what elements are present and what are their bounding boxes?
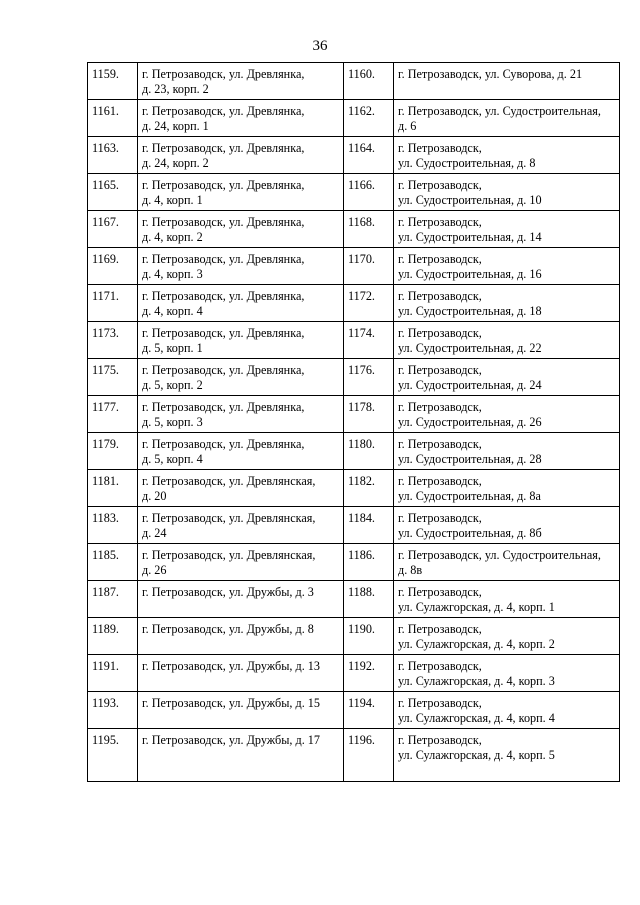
address-right: г. Петрозаводск, ул. Судостроительная, д. 6 — [394, 100, 620, 137]
entry-number-right: 1178. — [344, 396, 394, 433]
entry-number-left: 1175. — [88, 359, 138, 396]
entry-number-right: 1190. — [344, 618, 394, 655]
address-left: г. Петрозаводск, ул. Дружбы, д. 17 — [138, 729, 344, 782]
table-row — [88, 248, 620, 285]
entry-number-left: 1161. — [88, 100, 138, 137]
address-left: г. Петрозаводск, ул. Древлянка, д. 4, корп. 2 — [138, 211, 344, 248]
table-row — [88, 433, 620, 470]
entry-number-right: 1186. — [344, 544, 394, 581]
entry-number-left: 1177. — [88, 396, 138, 433]
address-right: г. Петрозаводск, ул. Суворова, д. 21 — [394, 63, 620, 100]
address-left: г. Петрозаводск, ул. Древлянка, д. 5, корп. 2 — [138, 359, 344, 396]
address-left: г. Петрозаводск, ул. Древлянка, д. 4, корп. 1 — [138, 174, 344, 211]
table-row — [88, 359, 620, 396]
table-row — [88, 470, 620, 507]
page-number: 36 — [312, 38, 328, 54]
entry-number-left: 1179. — [88, 433, 138, 470]
entry-number-left: 1193. — [88, 692, 138, 729]
table-row — [88, 137, 620, 174]
entry-number-left: 1171. — [88, 285, 138, 322]
address-right: г. Петрозаводск, ул. Судостроительная, д. 22 — [394, 322, 620, 359]
entry-number-right: 1188. — [344, 581, 394, 618]
entry-number-left: 1159. — [88, 63, 138, 100]
address-right: г. Петрозаводск, ул. Судостроительная, д. 14 — [394, 211, 620, 248]
entry-number-left: 1169. — [88, 248, 138, 285]
table-row — [88, 322, 620, 359]
entry-number-left: 1183. — [88, 507, 138, 544]
table-row — [88, 63, 620, 100]
entry-number-right: 1176. — [344, 359, 394, 396]
address-table — [87, 62, 620, 782]
address-left: г. Петрозаводск, ул. Дружбы, д. 3 — [138, 581, 344, 618]
table-row — [88, 544, 620, 581]
entry-number-left: 1163. — [88, 137, 138, 174]
address-right: г. Петрозаводск, ул. Сулажгорская, д. 4, корп. 2 — [394, 618, 620, 655]
address-left: г. Петрозаводск, ул. Древлянская, д. 20 — [138, 470, 344, 507]
table-row — [88, 729, 620, 782]
address-right: г. Петрозаводск, ул. Судостроительная, д. 8б — [394, 507, 620, 544]
address-left: г. Петрозаводск, ул. Древлянская, д. 26 — [138, 544, 344, 581]
entry-number-left: 1181. — [88, 470, 138, 507]
address-table-body — [88, 63, 620, 782]
address-right: г. Петрозаводск, ул. Сулажгорская, д. 4, корп. 4 — [394, 692, 620, 729]
address-right: г. Петрозаводск, ул. Судостроительная, д. 10 — [394, 174, 620, 211]
address-right: г. Петрозаводск, ул. Сулажгорская, д. 4, корп. 1 — [394, 581, 620, 618]
table-row — [88, 211, 620, 248]
address-right: г. Петрозаводск, ул. Судостроительная, д. 18 — [394, 285, 620, 322]
address-left: г. Петрозаводск, ул. Древлянка, д. 23, корп. 2 — [138, 63, 344, 100]
entry-number-right: 1172. — [344, 285, 394, 322]
address-left: г. Петрозаводск, ул. Древлянка, д. 24, корп. 2 — [138, 137, 344, 174]
table-row — [88, 285, 620, 322]
address-left: г. Петрозаводск, ул. Дружбы, д. 13 — [138, 655, 344, 692]
address-right: г. Петрозаводск, ул. Судостроительная, д. 26 — [394, 396, 620, 433]
address-left: г. Петрозаводск, ул. Древлянка, д. 5, корп. 3 — [138, 396, 344, 433]
entry-number-left: 1191. — [88, 655, 138, 692]
entry-number-right: 1168. — [344, 211, 394, 248]
address-right: г. Петрозаводск, ул. Сулажгорская, д. 4, корп. 5 — [394, 729, 620, 782]
table-row — [88, 100, 620, 137]
entry-number-right: 1194. — [344, 692, 394, 729]
entry-number-right: 1184. — [344, 507, 394, 544]
entry-number-right: 1170. — [344, 248, 394, 285]
address-left: г. Петрозаводск, ул. Дружбы, д. 8 — [138, 618, 344, 655]
table-row — [88, 692, 620, 729]
address-left: г. Петрозаводск, ул. Древлянка, д. 24, корп. 1 — [138, 100, 344, 137]
entry-number-right: 1180. — [344, 433, 394, 470]
address-left: г. Петрозаводск, ул. Древлянская, д. 24 — [138, 507, 344, 544]
entry-number-left: 1185. — [88, 544, 138, 581]
entry-number-right: 1162. — [344, 100, 394, 137]
entry-number-left: 1165. — [88, 174, 138, 211]
entry-number-right: 1196. — [344, 729, 394, 782]
address-right: г. Петрозаводск, ул. Судостроительная, д. 8в — [394, 544, 620, 581]
entry-number-left: 1187. — [88, 581, 138, 618]
address-right: г. Петрозаводск, ул. Судостроительная, д. 24 — [394, 359, 620, 396]
table-row — [88, 618, 620, 655]
address-right: г. Петрозаводск, ул. Сулажгорская, д. 4, корп. 3 — [394, 655, 620, 692]
table-row — [88, 174, 620, 211]
entry-number-right: 1192. — [344, 655, 394, 692]
entry-number-right: 1164. — [344, 137, 394, 174]
address-left: г. Петрозаводск, ул. Древлянка, д. 5, корп. 4 — [138, 433, 344, 470]
entry-number-left: 1167. — [88, 211, 138, 248]
address-right: г. Петрозаводск, ул. Судостроительная, д. 8 — [394, 137, 620, 174]
address-left: г. Петрозаводск, ул. Древлянка, д. 4, корп. 3 — [138, 248, 344, 285]
table-row — [88, 655, 620, 692]
address-left: г. Петрозаводск, ул. Древлянка, д. 4, корп. 4 — [138, 285, 344, 322]
table-row — [88, 507, 620, 544]
address-right: г. Петрозаводск, ул. Судостроительная, д. 16 — [394, 248, 620, 285]
entry-number-left: 1195. — [88, 729, 138, 782]
address-left: г. Петрозаводск, ул. Дружбы, д. 15 — [138, 692, 344, 729]
entry-number-left: 1189. — [88, 618, 138, 655]
table-row — [88, 581, 620, 618]
entry-number-right: 1160. — [344, 63, 394, 100]
table-row — [88, 396, 620, 433]
address-right: г. Петрозаводск, ул. Судостроительная, д. 28 — [394, 433, 620, 470]
address-left: г. Петрозаводск, ул. Древлянка, д. 5, корп. 1 — [138, 322, 344, 359]
entry-number-right: 1182. — [344, 470, 394, 507]
entry-number-right: 1174. — [344, 322, 394, 359]
entry-number-right: 1166. — [344, 174, 394, 211]
entry-number-left: 1173. — [88, 322, 138, 359]
address-right: г. Петрозаводск, ул. Судостроительная, д. 8а — [394, 470, 620, 507]
